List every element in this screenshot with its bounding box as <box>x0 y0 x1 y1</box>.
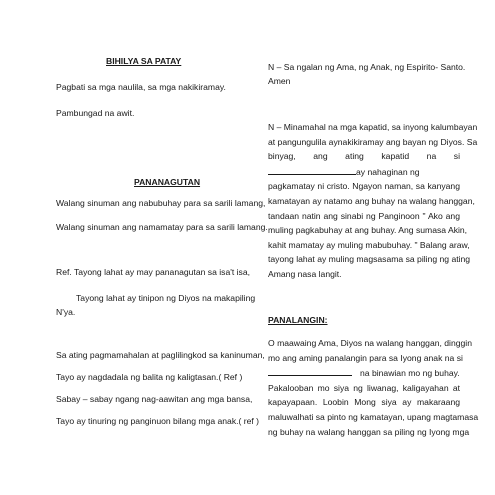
prayer-blank-line <box>268 365 460 381</box>
intro-line-1: N – Minamahal na mga kapatid, sa inyong kalumbayan <box>268 122 478 132</box>
song-line-2: Walang sinuman ang namamatay para sa sarili lamang. <box>56 222 268 232</box>
intro-paragraph <box>268 120 478 282</box>
opening-song-line: Pambungad na awit. <box>56 108 135 118</box>
heading-bihilya: BIHILYA SA PATAY <box>106 56 182 66</box>
sign-of-cross-amen: Amen <box>268 76 291 86</box>
prayer-line-5: kapayapaan. Loobin Mong siya ay makaraang <box>268 397 460 408</box>
sign-of-cross-line-1: N – Sa ngalan ng Ama, ng Anak, ng Espirito- Santo. <box>268 62 466 72</box>
intro-blank-line <box>268 164 460 180</box>
prayer-line-4: Pakalooban mo siya ng liwanag, kaligayahan at <box>268 382 460 393</box>
heading-panalangin: PANALANGIN: <box>268 315 328 325</box>
name-blank <box>268 164 356 175</box>
greeting-line: Pagbati sa mga naulila, sa mga nakikiramay. <box>56 82 226 92</box>
intro-line-10: tayong lahat ay muling magsasama sa piling ng ating <box>268 254 471 265</box>
intro-line-8: muling pagkabuhay at ang buhay. Ang sumasa Akin, <box>268 225 468 236</box>
verse-line-2: Tayo ay nagdadala ng balita ng kaligtasan.( Ref ) <box>56 372 243 382</box>
intro-blank-suffix: ay nahaginan ng <box>356 166 420 177</box>
intro-line-9: kahit mamatay ay muling mabubuhay. " Balang araw, <box>268 239 470 250</box>
prayer-blank-suffix: na binawian mo ng buhay. <box>360 368 460 379</box>
refrain-line-2a: Tayong lahat ay tinipon ng Diyos na makapiling <box>76 293 256 303</box>
intro-line-3: binyag, ang ating kapatid na si <box>268 151 460 162</box>
intro-line-6: kamatayan ay natamo ang buhay na walang hanggan, <box>268 195 475 206</box>
prayer-line-7: ng buhay na walang hanggan sa piling ng Iyong mga <box>268 426 470 437</box>
prayer-line-1: O maawaing Ama, Diyos na walang hanggan, dinggin <box>268 338 472 348</box>
intro-line-7: tandaan natin ang sinabi ng Panginoon " Ako ang <box>268 210 460 221</box>
refrain-line-1: Ref. Tayong lahat ay may pananagutan sa isa't isa, <box>56 267 251 277</box>
refrain-line-2b: N'ya. <box>56 307 76 317</box>
prayer-line-2: mo ang aming panalangin para sa Iyong anak na si <box>268 352 463 363</box>
intro-line-5: pagkamatay ni cristo. Ngayon naman, sa kanyang <box>268 181 460 192</box>
prayer-paragraph <box>268 336 479 439</box>
prayer-name-blank <box>268 365 352 376</box>
intro-line-11: Amang nasa langit. <box>268 268 342 279</box>
verse-line-4: Tayo ay tinuring ng panginuon bilang mga anak.( ref ) <box>56 416 260 426</box>
heading-pananagutan: PANANAGUTAN <box>134 177 201 187</box>
verse-line-1: Sa ating pagmamahalan at paglilingkod sa kaninuman, <box>56 350 265 360</box>
song-line-1: Walang sinuman ang nabubuhay para sa sarili lamang, <box>56 198 266 208</box>
intro-line-2: at pangungulila aynakikiramay ang bayan ng Diyos. Sa <box>268 136 478 147</box>
verse-line-3: Sabay – sabay ngang nag-aawitan ang mga bansa, <box>56 394 253 404</box>
prayer-line-6: maluwalhati sa pinto ng kamatayan, upang magtamasa <box>268 411 479 422</box>
